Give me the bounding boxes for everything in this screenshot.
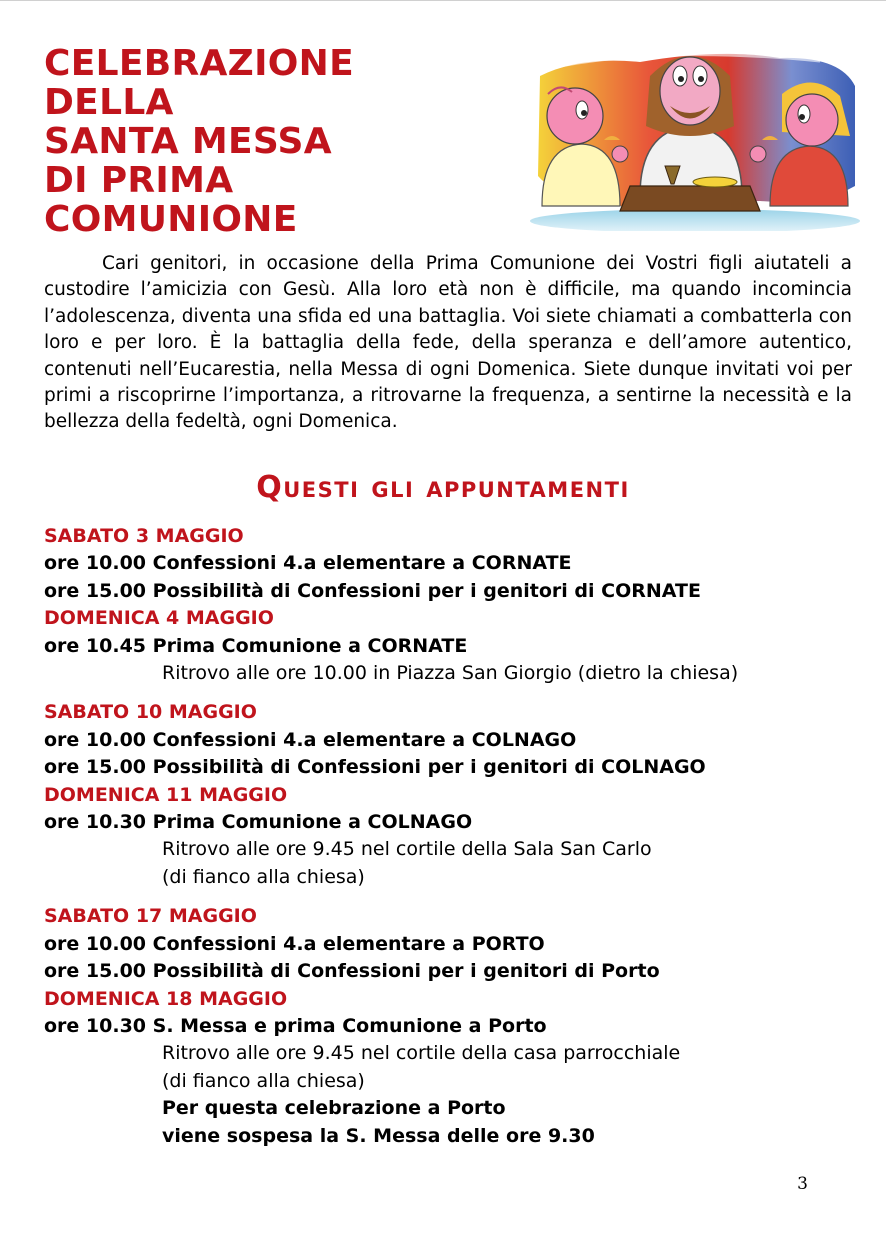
intro-paragraph: Cari genitori, in occasione della Prima Comunione dei Vostri figli aiutateli a custodire l’amicizia con Gesù. Alla loro età non è difficile, ma quando incomincia l’adolescenza, diventa una sfida ed una battaglia. Voi siete chiamati a combatterla con loro e per loro. È la battaglia della fede, della speranza e dell’amore autentico, contenuti nell’Eucarestia, nella Messa di ogni Domenica. Siete dunque invitati voi per primi a riscoprirne l’importanza, a ritrovarne la frequenza, a sentirne la necessità e la bellezza della fedeltà, ogni Domenica.	[44, 253, 852, 433]
meeting-note: (di fianco alla chiesa)	[162, 865, 365, 888]
event-line: ore 15.00 Possibilità di Confessioni per i genitori di COLNAGO	[44, 756, 706, 779]
day-heading: DOMENICA 4 MAGGIO	[44, 607, 274, 630]
day-heading: DOMENICA 18 MAGGIO	[44, 987, 288, 1010]
event-line: ore 15.00 Possibilità di Confessioni per i genitori di CORNATE	[44, 579, 701, 602]
event-line: ore 10.00 Confessioni 4.a elementare a PORTO	[44, 932, 545, 955]
important-note: Per questa celebrazione a Porto	[162, 1097, 506, 1120]
title-line: DI PRIMA	[44, 160, 234, 201]
event-line: ore 10.30 Prima Comunione a COLNAGO	[44, 811, 473, 834]
title-line: DELLA	[44, 82, 174, 123]
title-line: CELEBRAZIONE	[44, 43, 354, 84]
meeting-note: Ritrovo alle ore 9.45 nel cortile della casa parrocchiale	[162, 1042, 681, 1065]
title-line: SANTA MESSA	[44, 121, 332, 162]
schedule-group-porto	[44, 903, 854, 1150]
schedule	[44, 523, 854, 1150]
top-border	[0, 0, 886, 1]
day-heading: DOMENICA 11 MAGGIO	[44, 783, 288, 806]
communion-illustration	[520, 36, 860, 231]
day-heading: SABATO 10 MAGGIO	[44, 701, 257, 724]
page-number: 3	[797, 1174, 808, 1194]
event-line: ore 10.30 S. Messa e prima Comunione a Porto	[44, 1014, 547, 1037]
important-note: viene sospesa la S. Messa delle ore 9.30	[162, 1124, 595, 1147]
meeting-note: Ritrovo alle ore 9.45 nel cortile della Sala San Carlo	[162, 838, 652, 861]
event-line: ore 10.00 Confessioni 4.a elementare a CORNATE	[44, 552, 572, 575]
event-line: ore 15.00 Possibilità di Confessioni per i genitori di Porto	[44, 960, 660, 983]
schedule-group-cornate	[44, 523, 854, 687]
event-line: ore 10.45 Prima Comunione a CORNATE	[44, 634, 468, 657]
schedule-group-colnago	[44, 699, 854, 891]
page-title	[44, 44, 514, 239]
title-line: COMUNIONE	[44, 199, 298, 240]
day-heading: SABATO 17 MAGGIO	[44, 905, 257, 928]
section-title: Questi gli appuntamenti	[256, 470, 630, 505]
day-heading: SABATO 3 MAGGIO	[44, 525, 244, 547]
meeting-note: Ritrovo alle ore 10.00 in Piazza San Giorgio (dietro la chiesa)	[162, 662, 739, 685]
meeting-note: (di fianco alla chiesa)	[162, 1069, 365, 1092]
event-line: ore 10.00 Confessioni 4.a elementare a COLNAGO	[44, 728, 577, 751]
